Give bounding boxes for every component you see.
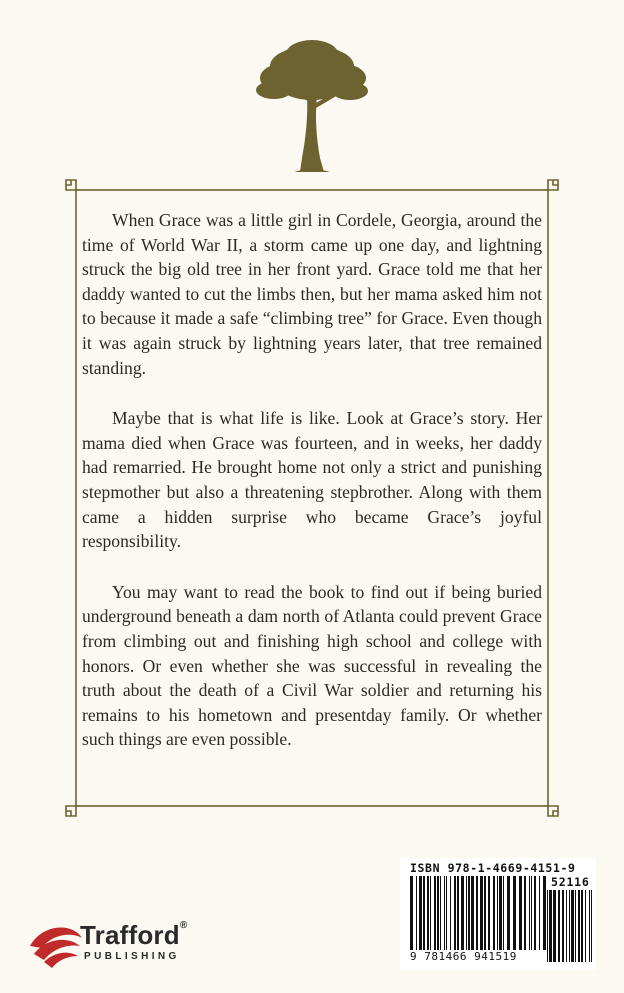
- paragraph-3: You may want to read the book to find out if being buried underground beneath a dam north of Atlanta could prevent Grace from climbing out and finishing high school and college with honors. Or even whether she was successful in revealing the truth about the death of a Civil War soldier and returning his remains to his hometown and presentday family. Or whether such things are even possible.: [82, 581, 542, 750]
- barcode-bar: [499, 876, 502, 952]
- barcode-bar: [524, 876, 526, 952]
- barcode-bar: [434, 876, 436, 952]
- barcode-bar: [466, 876, 467, 952]
- paragraph-1: When Grace was a little girl in Cordele, Georgia, around the time of World War II, a storm came up one day, and lightning struck the big old tree in her front yard. Grace told me that her daddy wanted to cut the limbs then, but her mama asked him not to because it made a safe “climbing tree” for Grace. Even though it was again struck by lightning years later, that tree remained standing.: [82, 210, 542, 378]
- barcode-bar: [416, 876, 417, 952]
- barcode-bar: [513, 876, 516, 952]
- barcode-bar: [430, 876, 431, 952]
- barcode-bar: [419, 876, 422, 952]
- barcode-bar: [410, 876, 413, 952]
- barcode-bar: [571, 890, 574, 962]
- barcode-bar: [488, 876, 490, 952]
- barcode-bar: [476, 876, 478, 952]
- publisher-name: Trafford®: [80, 920, 188, 950]
- barcode-bar: [543, 876, 546, 952]
- barcode-bar: [440, 876, 441, 952]
- barcode-bar: [423, 876, 425, 952]
- barcode-bar: [566, 890, 567, 962]
- isbn-label: ISBN 978-1-4669-4151-9: [410, 861, 576, 875]
- barcode-bar: [457, 876, 459, 952]
- barcode-bar: [553, 890, 556, 962]
- barcode-bar: [529, 876, 530, 952]
- barcode-bar: [519, 876, 522, 952]
- barcode-bar: [585, 890, 586, 962]
- barcode-bar: [558, 890, 560, 962]
- barcode-bar: [468, 876, 470, 952]
- barcode-bar: [534, 876, 536, 952]
- barcode-bar: [484, 876, 486, 952]
- barcode-bar: [450, 876, 451, 952]
- barcode-bar: [549, 890, 552, 962]
- barcode-bar: [569, 890, 570, 962]
- barcode-bar: [427, 876, 429, 952]
- barcode-bar: [480, 876, 483, 952]
- barcode-bar: [461, 876, 464, 952]
- paragraph-2: Maybe that is what life is like. Look at Grace’s story. Her mama died when Grace was fourteen, and in weeks, her daddy had remarried. He brought home not only a strict and punishing stepmother but also a threatening stepbrother. Along with them came a hidden surprise who became Grace’s joyful responsibility.: [82, 408, 542, 552]
- barcode-bar: [437, 876, 439, 952]
- barcode-bar: [507, 876, 510, 952]
- barcode-bar: [547, 890, 548, 962]
- barcode-bar: [497, 876, 498, 952]
- barcode-bar: [503, 876, 504, 952]
- barcode-bar: [531, 876, 532, 952]
- barcode-bar: [444, 876, 445, 952]
- barcode-bar: [493, 876, 495, 952]
- price-addon-bars: [547, 890, 595, 962]
- barcode-bar: [471, 876, 474, 952]
- price-code-label: 52116: [551, 875, 590, 889]
- barcode-bar: [581, 890, 583, 962]
- barcode-digits: 9 781466 941519: [410, 950, 546, 963]
- barcode-bar: [578, 890, 580, 962]
- barcode-bar: [446, 876, 447, 952]
- blurb-text: [82, 208, 542, 778]
- barcode-bar: [591, 890, 592, 962]
- barcode-bar: [575, 890, 576, 962]
- barcode-bar: [589, 890, 590, 962]
- barcode-bar: [454, 876, 456, 952]
- publisher-subtitle: PUBLISHING: [84, 951, 180, 962]
- barcode-bar: [562, 890, 564, 962]
- barcode-bar: [539, 876, 540, 952]
- tree-illustration: [252, 36, 372, 176]
- barcode-bars: [410, 876, 546, 956]
